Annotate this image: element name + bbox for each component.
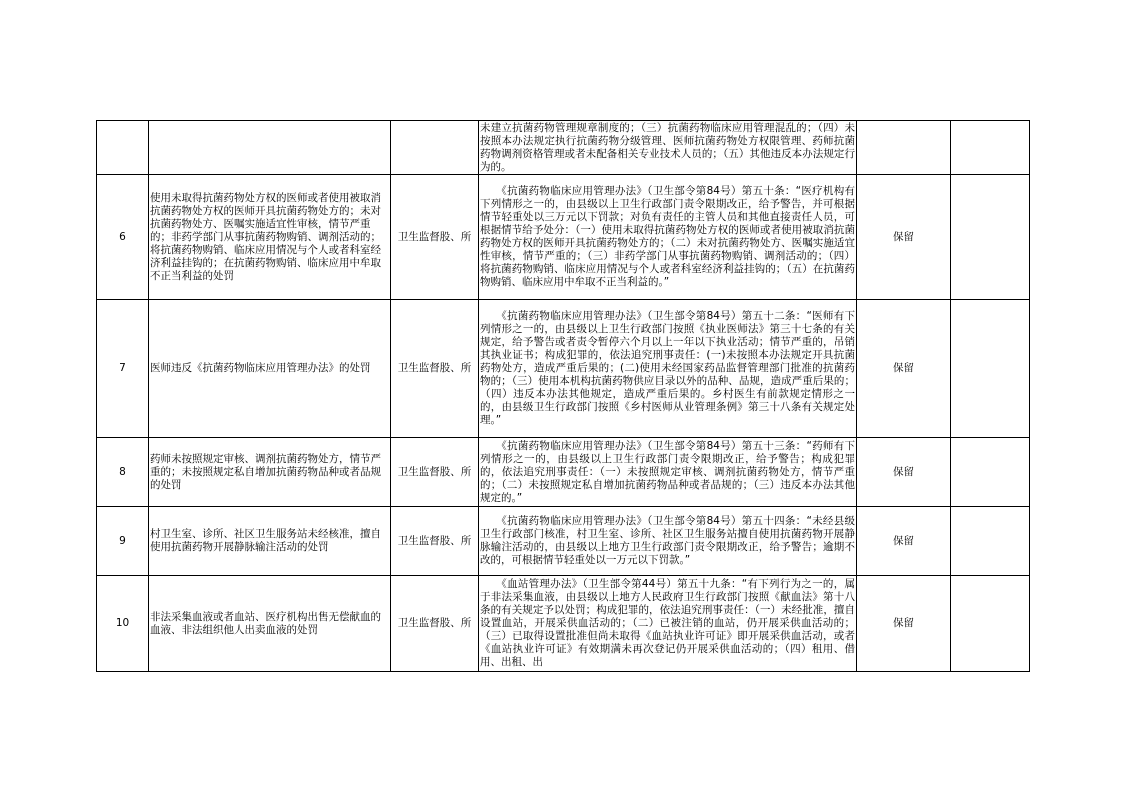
penalty-item — [149, 121, 391, 175]
legal-basis: 未建立抗菌药物管理规章制度的；（三）抗菌药物临床应用管理混乱的；（四）未按照本办法规定执行抗菌药物分级管理、医师抗菌药物处方权限管理、药师抗菌药物调剂资格管理或者未配备相关专业技术人员的；（五）其他违反本办法规定行为的。 — [480, 121, 855, 173]
responsible-department — [391, 121, 479, 175]
row-number: 10 — [97, 576, 149, 672]
penalty-item: 使用未取得抗菌药物处方权的医师或者使用被取消抗菌药物处方权的医师开具抗菌药物处方的；未对抗菌药物处方、医嘱实施适宜性审核，情节严重的；非药学部门从事抗菌药物购销、调剂活动的；将抗菌药物购销、临床应用情况与个人或者科室经济利益挂钩的；在抗菌药物购销、临床应用中牟取不正当利益的处罚 — [149, 175, 391, 300]
row-number: 9 — [97, 507, 149, 576]
remarks-cell — [951, 438, 1030, 507]
table-row — [97, 300, 1030, 438]
status-cell — [857, 121, 951, 175]
remarks-cell — [951, 175, 1030, 300]
penalty-item: 医师违反《抗菌药物临床应用管理办法》的处罚 — [149, 300, 391, 438]
penalty-item: 非法采集血液或者血站、医疗机构出售无偿献血的血液、非法组织他人出卖血液的处罚 — [149, 576, 391, 672]
responsible-department: 卫生监督股、所 — [391, 576, 479, 672]
remarks-cell — [951, 300, 1030, 438]
legal-basis: 《抗菌药物临床应用管理办法》（卫生部令第84号）第五十三条：“药师有下列情形之一的，由县级以上卫生行政部门责令限期改正，给予警告；构成犯罪的，依法追究刑事责任：（一）未按照规定审核、调剂抗菌药物处方，情节严重的；（二）未按照规定私自增加抗菌药物品种或者品规的；（三）违反本办法其他规定的。” — [479, 438, 857, 507]
penalty-item: 药师未按照规定审核、调剂抗菌药物处方，情节严重的；未按照规定私自增加抗菌药物品种或者品规的处罚 — [149, 438, 391, 507]
table-row — [97, 121, 1030, 175]
row-number: 6 — [97, 175, 149, 300]
row-number — [97, 121, 149, 175]
legal-basis: 《血站管理办法》（卫生部令第44号）第五十九条：“有下列行为之一的，属于非法采集血液，由县级以上地方人民政府卫生行政部门按照《献血法》第十八条的有关规定予以处罚；构成犯罪的，依法追究刑事责任：（一）未经批准，擅自设置血站，开展采供血活动的；（二）已被注销的血站，仍开展采供血活动的；（三）已取得设置批准但尚未取得《血站执业许可证》即开展采供血活动，或者《血站执业许可证》有效期满未再次登记仍开展采供血活动的；（四）租用、借用、出租、出 — [479, 576, 857, 672]
status-cell: 保留 — [857, 175, 951, 300]
table-row — [97, 438, 1030, 507]
table-row — [97, 507, 1030, 576]
responsible-department: 卫生监督股、所 — [391, 507, 479, 576]
penalty-item: 村卫生室、诊所、社区卫生服务站未经核准，擅自使用抗菌药物开展静脉输注活动的处罚 — [149, 507, 391, 576]
remarks-cell — [951, 507, 1030, 576]
remarks-cell — [951, 121, 1030, 175]
legal-basis: 《抗菌药物临床应用管理办法》（卫生部令第84号）第五十二条：“医师有下列情形之一的，由县级以上卫生行政部门按照《执业医师法》第三十七条的有关规定，给予警告或者责令暂停六个月以上一年以下执业活动；情节严重的，吊销其执业证书；构成犯罪的，依法追究刑事责任：(一)未按照本办法规定开具抗菌药物处方，造成严重后果的；(二)使用未经国家药品监督管理部门批准的抗菌药物的；（三）使用本机构抗菌药物供应目录以外的品种、品规，造成严重后果的；（四）违反本办法其他规定，造成严重后果的。乡村医生有前款规定情形之一的，由县级卫生行政部门按照《乡村医师从业管理条例》第三十八条有关规定处理。” — [479, 300, 857, 438]
table-row — [97, 175, 1030, 300]
remarks-cell — [951, 576, 1030, 672]
responsible-department: 卫生监督股、所 — [391, 175, 479, 300]
legal-basis: 《抗菌药物临床应用管理办法》（卫生部令第84号）第五十条：“医疗机构有下列情形之一的，由县级以上卫生行政部门责令限期改正，给予警告，并可根据情节轻重处以三万元以下罚款；对负有责任的主管人员和其他直接责任人员，可根据情节给予处分：（一）使用未取得抗菌药物处方权的医师或者使用被取消抗菌药物处方权的医师开具抗菌药物处方的；（二）未对抗菌药物处方、医嘱实施适宜性审核，情节严重的；（三）非药学部门从事抗菌药物购销、调剂活动的；（四）将抗菌药物购销、临床应用情况与个人或者科室经济利益挂钩的；（五）在抗菌药物购销、临床应用中牟取不正当利益的。” — [479, 175, 857, 300]
table-row — [97, 576, 1030, 672]
responsible-department: 卫生监督股、所 — [391, 438, 479, 507]
responsible-department: 卫生监督股、所 — [391, 300, 479, 438]
row-number: 7 — [97, 300, 149, 438]
status-cell: 保留 — [857, 507, 951, 576]
status-cell: 保留 — [857, 300, 951, 438]
administrative-penalty-table — [96, 120, 1030, 672]
status-cell: 保留 — [857, 576, 951, 672]
row-number: 8 — [97, 438, 149, 507]
legal-basis: 《抗菌药物临床应用管理办法》（卫生部令第84号）第五十四条：“未经县级卫生行政部门核准，村卫生室、诊所、社区卫生服务站擅自使用抗菌药物开展静脉输注活动的，由县级以上地方卫生行政部门责令限期改正，给予警告；逾期不改的，可根据情节轻重处以一万元以下罚款。” — [479, 507, 857, 576]
status-cell: 保留 — [857, 438, 951, 507]
